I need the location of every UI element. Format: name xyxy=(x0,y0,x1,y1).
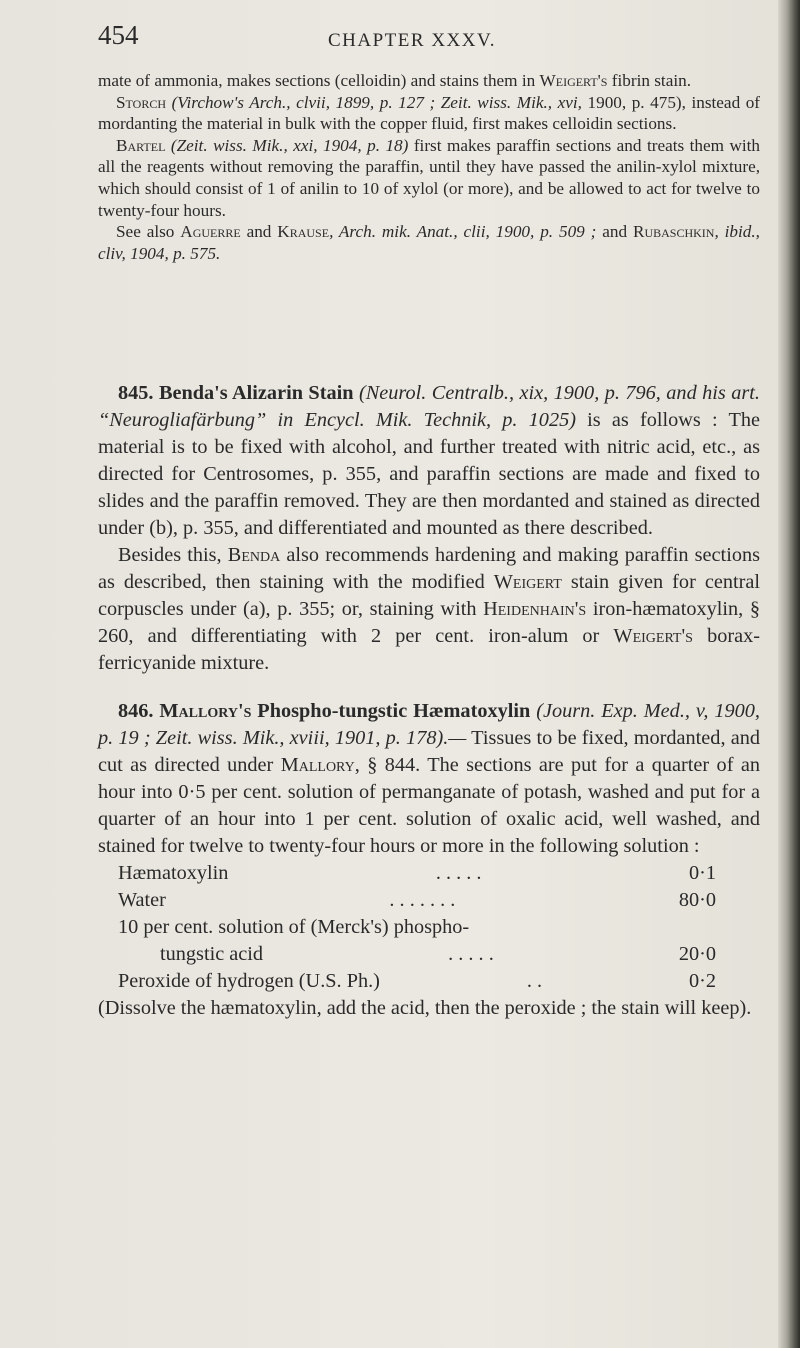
section-845-paragraph-2: Besides this, Benda also recommends hardening and making paraffin sections as described, then staining with the modified Weigert stain given for central corpuscles under (a), p. 355; or, staining with Heidenhain's iron-hæmatoxylin, § 260, and differentiating with 2 per cent. iron-alum or Weigert's borax-ferricyanide mixture. xyxy=(98,544,761,674)
formula-row xyxy=(118,860,716,887)
section-845: 845. Benda's Alizarin Stain (Neurol. Centralb., xix, 1900, p. 796, and his art. “Neurogliafärbung” in Encycl. Mik. Technik, p. 1025) is as follows : The material is to be fixed with alcohol, and further treated with nitric acid, etc., as directed for Centrosomes, p. 355, and paraffin sections are made and fixed to slides and the paraffin removed. They are then mordanted and stained as directed under (b), p. 355, and differentiated and mounted as there described. xyxy=(98,382,760,539)
ingredient-name: 10 per cent. solution of (Merck's) phospho- xyxy=(118,916,470,938)
formula-row xyxy=(118,914,716,941)
formula-row xyxy=(118,968,716,995)
citation: (Neurol. Centralb., xix, 1900, p. 796, and his art. “Neurogliafärbung” in Encycl. Mik. Technik, p. 1025) xyxy=(98,382,760,431)
section-title: Benda's Alizarin Stain xyxy=(153,382,354,404)
ingredient-amount: 20·0 xyxy=(678,943,716,965)
leader-dots: . . . . . . . xyxy=(389,889,456,911)
formula-row xyxy=(118,887,716,914)
page-edge-shadow xyxy=(778,0,800,1348)
author-name: Krause xyxy=(277,222,330,242)
ingredient-name: Hæmatoxylin xyxy=(118,862,229,884)
intro-paragraph-4: See also Aguerre and Krause, Arch. mik. Anat., clii, 1900, p. 509 ; and Rubaschkin, ibid., cliv, 1904, p. 575. xyxy=(98,222,760,263)
leader-dots: . . . . . xyxy=(448,943,494,965)
ingredient-amount: 0·2 xyxy=(688,970,716,992)
section-title: Phospho-tungstic Hæmatoxylin xyxy=(251,700,531,722)
author-name: Heidenhain's xyxy=(483,598,587,620)
intro-paragraph-1: mate of ammonia, makes sections (celloidin) and stains them in Weigert's fibrin stain. xyxy=(98,71,691,90)
author-name: Weigert's xyxy=(539,71,608,90)
citation: (Journ. Exp. Med., v, 1900, p. 19 ; Zeit. wiss. Mik., xviii, 1901, p. 178).— xyxy=(98,700,760,749)
section-number: 845. xyxy=(118,382,154,404)
author-name: Storch xyxy=(116,92,167,112)
ingredient-name: Peroxide of hydrogen (U.S. Ph.) xyxy=(118,970,380,992)
section-846: 846. Mallory's Phospho-tungstic Hæmatoxylin (Journ. Exp. Med., v, 1900, p. 19 ; Zeit. wiss. Mik., xviii, 1901, p. 178).— Tissues to be fixed, mordanted, and cut as directed under Mallory, § 844. The sections are put for a quarter of an hour into 0·5 per cent. solution of permanganate of potash, washed and put for a quarter of an hour into 1 per cent. solution of oxalic acid, well washed, and stained for twelve to twenty-four hours or more in the following solution : xyxy=(98,700,760,857)
formula-note: (Dissolve the hæmatoxylin, add the acid, then the peroxide ; the stain will keep). xyxy=(98,997,752,1019)
running-head: CHAPTER XXXV. xyxy=(328,30,497,51)
intro-paragraph-3: Bartel (Zeit. wiss. Mik., xxi, 1904, p. 18) first makes paraffin sections and treats them with all the reagents without removing the paraffin, until they have passed the anilin-xylol mixture, which should consist of 1 of anilin to 10 of xylol (or more), and be allowed to act for twelve to twenty-four hours. xyxy=(98,135,760,220)
citation: , Arch. mik. Anat., clii, 1900, p. 509 ; xyxy=(329,222,597,242)
author-name: Weigert xyxy=(493,571,562,593)
intro-text xyxy=(98,70,760,264)
citation: (Zeit. wiss. Mik., xxi, 1904, p. 18) xyxy=(170,135,409,155)
author-name: Mallory xyxy=(280,754,355,776)
author-name: Mallory's xyxy=(153,700,252,722)
intro-paragraph-2: Storch (Virchow's Arch., clvii, 1899, p. 127 ; Zeit. wiss. Mik., xvi, 1900, p. 475), instead of mordanting the material in bulk with the copper fluid, first makes celloidin sections. xyxy=(98,92,761,134)
main-text xyxy=(98,380,760,1022)
leader-dots: . . xyxy=(526,970,543,992)
formula-row xyxy=(118,941,716,968)
author-name: Benda xyxy=(227,544,281,566)
leader-dots: . . . . . xyxy=(435,862,482,884)
page-header xyxy=(98,20,758,54)
ingredient-name: Water xyxy=(118,889,166,911)
page-number: 454 xyxy=(98,20,139,50)
author-name: Rubaschkin xyxy=(632,222,715,242)
ingredient-name: tungstic acid xyxy=(160,943,264,965)
author-name: Weigert's xyxy=(613,625,693,647)
citation: , ibid., cliv, 1904, p. 575. xyxy=(98,222,760,263)
ingredient-amount: 80·0 xyxy=(678,889,716,911)
citation: (Virchow's Arch., clvii, 1899, p. 127 ; Zeit. wiss. Mik., xvi, xyxy=(171,92,582,112)
author-name: Aguerre xyxy=(180,222,241,242)
ingredient-amount: 0·1 xyxy=(688,862,716,884)
section-number: 846. xyxy=(118,700,154,722)
stain-formula xyxy=(118,860,760,995)
author-name: Bartel xyxy=(116,135,166,155)
